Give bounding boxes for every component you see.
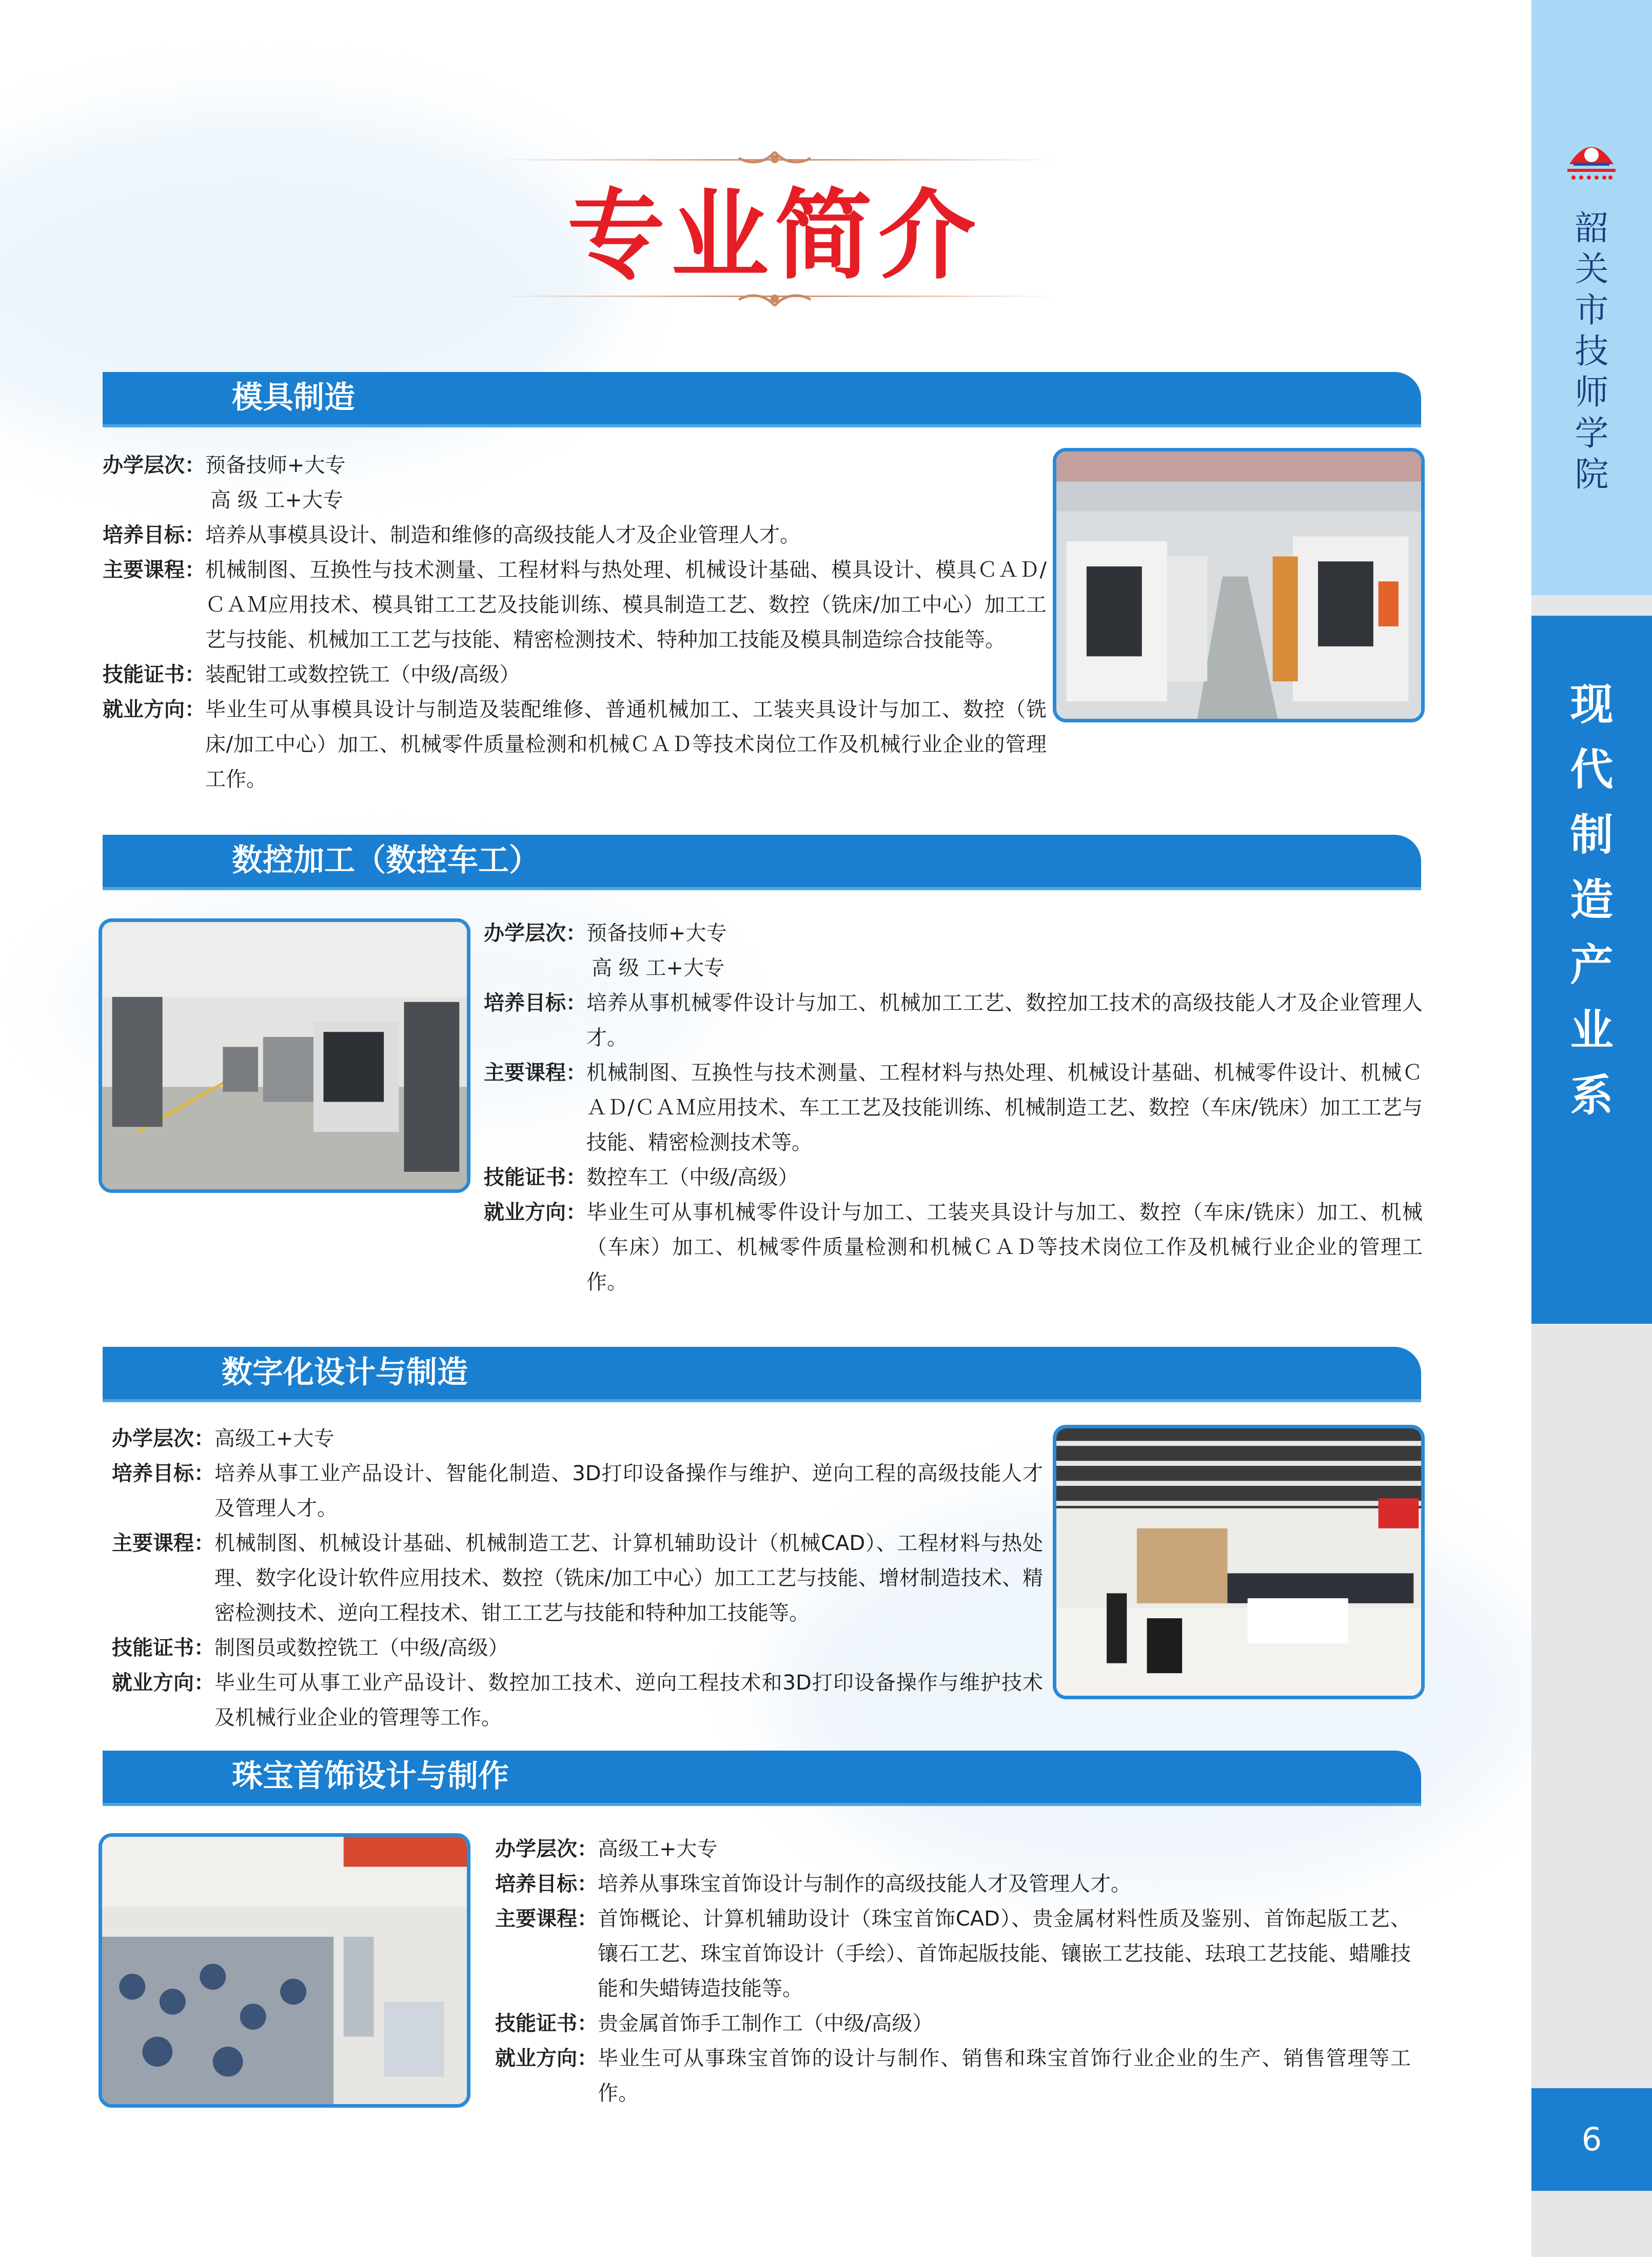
info-value: 机械制图、机械设计基础、机械制造工艺、计算机辅助设计（机械CAD）、工程材料与热处理、数字化设计软件应用技术、数控（铣床/加工中心）加工工艺与技能、增材制造技术、精密检测技术、逆向工程技术、钳工工艺与技能和特种加工技能等。 xyxy=(214,1532,1043,1625)
page-title-block xyxy=(493,149,1057,313)
info-value: 高 级 工+大专 xyxy=(592,956,724,980)
info-row xyxy=(495,2041,1411,2111)
info-row xyxy=(103,448,1047,483)
school-name-char: 师 xyxy=(1575,372,1609,412)
info-value: 毕业生可从事模具设计与制造及装配维修、普通机械加工、工装夹具设计与加工、数控（铣床/加工中心）加工、机械零件质量检测和机械ＣＡＤ等技术岗位工作及机械行业企业的管理工作。 xyxy=(205,698,1047,791)
section-info-cnc xyxy=(484,916,1423,1300)
section-header-jewelry xyxy=(103,1751,1421,1806)
school-name-char: 市 xyxy=(1575,290,1609,330)
info-label: 技能证书： xyxy=(112,1636,214,1660)
school-logo xyxy=(1563,132,1620,184)
title-ornament-bottom xyxy=(734,286,816,309)
department-name-char: 产 xyxy=(1570,940,1614,990)
school-name xyxy=(1531,208,1652,495)
info-value: 毕业生可从事机械零件设计与加工、工装夹具设计与加工、数控（车床/铣床）加工、机械（车床）加工、机械零件质量检测和机械ＣＡＤ等技术岗位工作及机械行业企业的管理工作。 xyxy=(586,1201,1423,1294)
info-value: 培养从事工业产品设计、智能化制造、3D打印设备操作与维护、逆向工程的高级技能人才及管理人才。 xyxy=(214,1462,1043,1520)
info-row xyxy=(103,483,1047,518)
department-name xyxy=(1531,672,1652,1128)
department-name-char: 现 xyxy=(1570,679,1614,730)
school-name-char: 学 xyxy=(1575,414,1609,453)
title-ornament-top xyxy=(734,149,816,171)
info-label: 就业方向： xyxy=(484,1201,586,1224)
page-title: 专业简介 xyxy=(567,179,982,292)
photo-digital-design-lab xyxy=(1053,1425,1425,1699)
sidebar-school-panel xyxy=(1531,0,1652,595)
info-row xyxy=(112,1456,1043,1526)
school-name-char: 技 xyxy=(1575,331,1609,371)
section-title: 模具制造 xyxy=(232,380,355,416)
info-value: 高级工+大专 xyxy=(214,1427,335,1450)
info-label: 办学层次： xyxy=(495,1837,598,1861)
info-label: 主要课程： xyxy=(112,1532,214,1555)
info-label: 办学层次： xyxy=(103,454,205,477)
department-panel xyxy=(1531,616,1652,1324)
info-value: 毕业生可从事工业产品设计、数控加工技术、逆向工程技术和3D打印设备操作与维护技术及机械行业企业的管理等工作。 xyxy=(214,1671,1043,1730)
info-row xyxy=(112,1526,1043,1631)
info-value: 培养从事机械零件设计与加工、机械加工工艺、数控加工技术的高级技能人才及企业管理人才。 xyxy=(586,991,1423,1050)
info-row xyxy=(103,553,1047,657)
info-label: 办学层次： xyxy=(112,1427,214,1450)
info-value: 机械制图、互换性与技术测量、工程材料与热处理、机械设计基础、模具设计、模具ＣＡＤ/ＣＡＭ应用技术、模具钳工工艺及技能训练、模具制造工艺、数控（铣床/加工中心）加工工艺与技能、机械加工工艺与技能、精密检测技术、特种加工技能及模具制造综合技能等。 xyxy=(205,558,1047,652)
info-label xyxy=(103,483,210,518)
info-row xyxy=(495,1832,1411,1867)
info-row xyxy=(484,951,1423,986)
info-row xyxy=(103,657,1047,692)
info-row xyxy=(484,986,1423,1055)
info-label: 技能证书： xyxy=(495,2012,598,2035)
info-label: 主要课程： xyxy=(103,558,205,582)
info-row xyxy=(484,1160,1423,1195)
info-label: 主要课程： xyxy=(484,1061,586,1085)
info-row xyxy=(112,1421,1043,1456)
info-label: 培养目标： xyxy=(103,523,205,547)
info-value: 预备技师+大专 xyxy=(205,454,346,477)
section-header-digital-design xyxy=(103,1347,1421,1402)
info-value: 毕业生可从事珠宝首饰的设计与制作、销售和珠宝首饰行业企业的生产、销售管理等工作。 xyxy=(598,2047,1411,2105)
section-info-mold xyxy=(103,448,1047,797)
school-name-char: 关 xyxy=(1575,249,1609,289)
info-label: 培养目标： xyxy=(112,1462,214,1485)
department-name-char: 系 xyxy=(1570,1070,1614,1121)
info-value: 制图员或数控铣工（中级/高级） xyxy=(214,1636,509,1660)
info-row xyxy=(112,1665,1043,1735)
info-row xyxy=(484,1055,1423,1160)
photo-cnc-workshop xyxy=(99,918,470,1193)
photo-jewelry-workshop xyxy=(99,1833,470,2108)
section-title: 数字化设计与制造 xyxy=(222,1355,468,1390)
department-name-char: 制 xyxy=(1570,810,1614,860)
info-row xyxy=(495,1901,1411,2006)
info-row xyxy=(103,518,1047,553)
info-row xyxy=(495,2006,1411,2041)
info-value: 机械制图、互换性与技术测量、工程材料与热处理、机械设计基础、机械零件设计、机械ＣＡＤ/ＣＡＭ应用技术、车工工艺及技能训练、机械制造工艺、数控（车床/铣床）加工工艺与技能、精密检测技术等。 xyxy=(586,1061,1423,1154)
section-title: 数控加工（数控车工） xyxy=(232,842,540,878)
school-name-char: 院 xyxy=(1575,455,1609,494)
info-value: 预备技师+大专 xyxy=(586,921,727,945)
info-value: 高级工+大专 xyxy=(598,1837,718,1861)
section-info-digital-design xyxy=(112,1421,1043,1735)
info-row xyxy=(484,1195,1423,1300)
info-value: 装配钳工或数控铣工（中级/高级） xyxy=(205,663,520,686)
photo-mold-workshop xyxy=(1053,448,1425,722)
sidebar xyxy=(1531,0,1652,2257)
section-header-cnc xyxy=(103,835,1421,890)
info-label: 就业方向： xyxy=(495,2047,598,2070)
info-row xyxy=(112,1631,1043,1665)
department-name-char: 业 xyxy=(1570,1005,1614,1055)
info-label: 培养目标： xyxy=(484,991,586,1015)
info-value: 培养从事模具设计、制造和维修的高级技能人才及企业管理人才。 xyxy=(205,523,800,547)
department-name-char: 造 xyxy=(1570,875,1614,925)
info-row xyxy=(103,692,1047,797)
info-label: 办学层次： xyxy=(484,921,586,945)
info-value: 高 级 工+大专 xyxy=(210,488,343,512)
info-label: 培养目标： xyxy=(495,1872,598,1896)
info-row xyxy=(495,1867,1411,1901)
section-info-jewelry xyxy=(495,1832,1411,2111)
department-name-char: 代 xyxy=(1570,744,1614,795)
info-value: 首饰概论、计算机辅助设计（珠宝首饰CAD）、贵金属材料性质及鉴别、首饰起版工艺、镶石工艺、珠宝首饰设计（手绘）、首饰起版技能、镶嵌工艺技能、珐琅工艺技能、蜡雕技能和失蜡铸造技能等。 xyxy=(598,1907,1411,2000)
info-row xyxy=(484,916,1423,951)
info-label: 就业方向： xyxy=(103,698,205,721)
info-label: 技能证书： xyxy=(103,663,205,686)
info-value: 贵金属首饰手工制作工（中级/高级） xyxy=(598,2012,933,2035)
info-label: 就业方向： xyxy=(112,1671,214,1695)
info-label: 技能证书： xyxy=(484,1166,586,1189)
section-header-mold xyxy=(103,372,1421,427)
section-title: 珠宝首饰设计与制作 xyxy=(232,1758,509,1794)
info-value: 培养从事珠宝首饰设计与制作的高级技能人才及管理人才。 xyxy=(598,1872,1131,1896)
info-label xyxy=(484,951,592,986)
page-number: 6 xyxy=(1531,2088,1652,2191)
info-value: 数控车工（中级/高级） xyxy=(586,1166,799,1189)
info-label: 主要课程： xyxy=(495,1907,598,1931)
school-name-char: 韶 xyxy=(1575,208,1609,248)
